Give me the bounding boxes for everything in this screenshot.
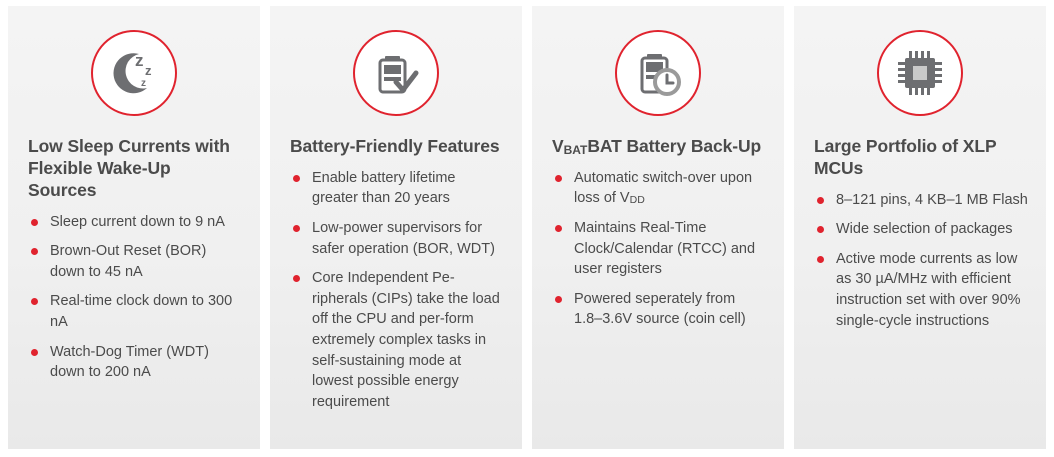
icon-container: [812, 30, 1028, 116]
moon-sleep-icon: [91, 30, 177, 116]
list-item: Active mode currents as low as 30 µA/MHz with efficient instruction set with over 90% single-cycle instructions: [814, 249, 1028, 331]
icon-container: [550, 30, 766, 116]
list-item-subscript: DD: [629, 194, 645, 207]
list-item: Powered seperately from 1.8–3.6V source (coin cell): [552, 289, 766, 330]
bullet-list: [550, 168, 766, 330]
list-item: [552, 168, 766, 209]
bullet-list: [288, 168, 504, 412]
microcontroller-chip-icon: [877, 30, 963, 116]
list-item: Maintains Real-Time Clock/Calendar (RTCC) and user registers: [552, 218, 766, 280]
card-title-prefix: V: [552, 136, 564, 156]
list-item: Brown-Out Reset (BOR) down to 45 nA: [28, 241, 242, 282]
battery-check-icon: [353, 30, 439, 116]
card-title-subscript: BAT: [563, 143, 588, 157]
card-vbat-battery-backup: [532, 6, 784, 449]
list-item: Real-time clock down to 300 nA: [28, 291, 242, 332]
battery-clock-icon: [615, 30, 701, 116]
list-item: Low-power supervisors for safer operation (BOR, WDT): [290, 218, 504, 259]
svg-text:z: z: [145, 63, 152, 78]
card-title-main: BAT Battery Back-Up: [587, 136, 762, 156]
card-title: Battery-Friendly Features: [290, 136, 500, 156]
list-item: Watch-Dog Timer (WDT) down to 200 nA: [28, 342, 242, 383]
card-large-portfolio-xlp-mcus: [794, 6, 1046, 449]
list-item: Core Independent Pe-ripherals (CIPs) take the load off the CPU and per-form extremely complex tasks in self-sustaining mode at lowest possible energy requirement: [290, 268, 504, 412]
svg-text:z: z: [141, 78, 146, 89]
list-item: Wide selection of packages: [814, 219, 1028, 240]
list-item-text: Automatic switch-over upon loss of V: [574, 169, 753, 207]
card-title: Low Sleep Currents with Flexible Wake-Up Sources: [28, 136, 230, 200]
card-title: Large Portfolio of XLP MCUs: [814, 136, 997, 178]
card-title: [552, 136, 766, 158]
card-low-sleep-currents: [8, 6, 260, 449]
icon-container: [26, 30, 242, 116]
icon-container: [288, 30, 504, 116]
list-item: Enable battery lifetime greater than 20 years: [290, 168, 504, 209]
list-item: 8–121 pins, 4 KB–1 MB Flash: [814, 190, 1028, 211]
svg-text:z: z: [135, 51, 144, 70]
list-item: Sleep current down to 9 nA: [28, 212, 242, 233]
card-battery-friendly-features: [270, 6, 522, 449]
bullet-list: [26, 212, 242, 383]
bullet-list: [812, 190, 1028, 331]
